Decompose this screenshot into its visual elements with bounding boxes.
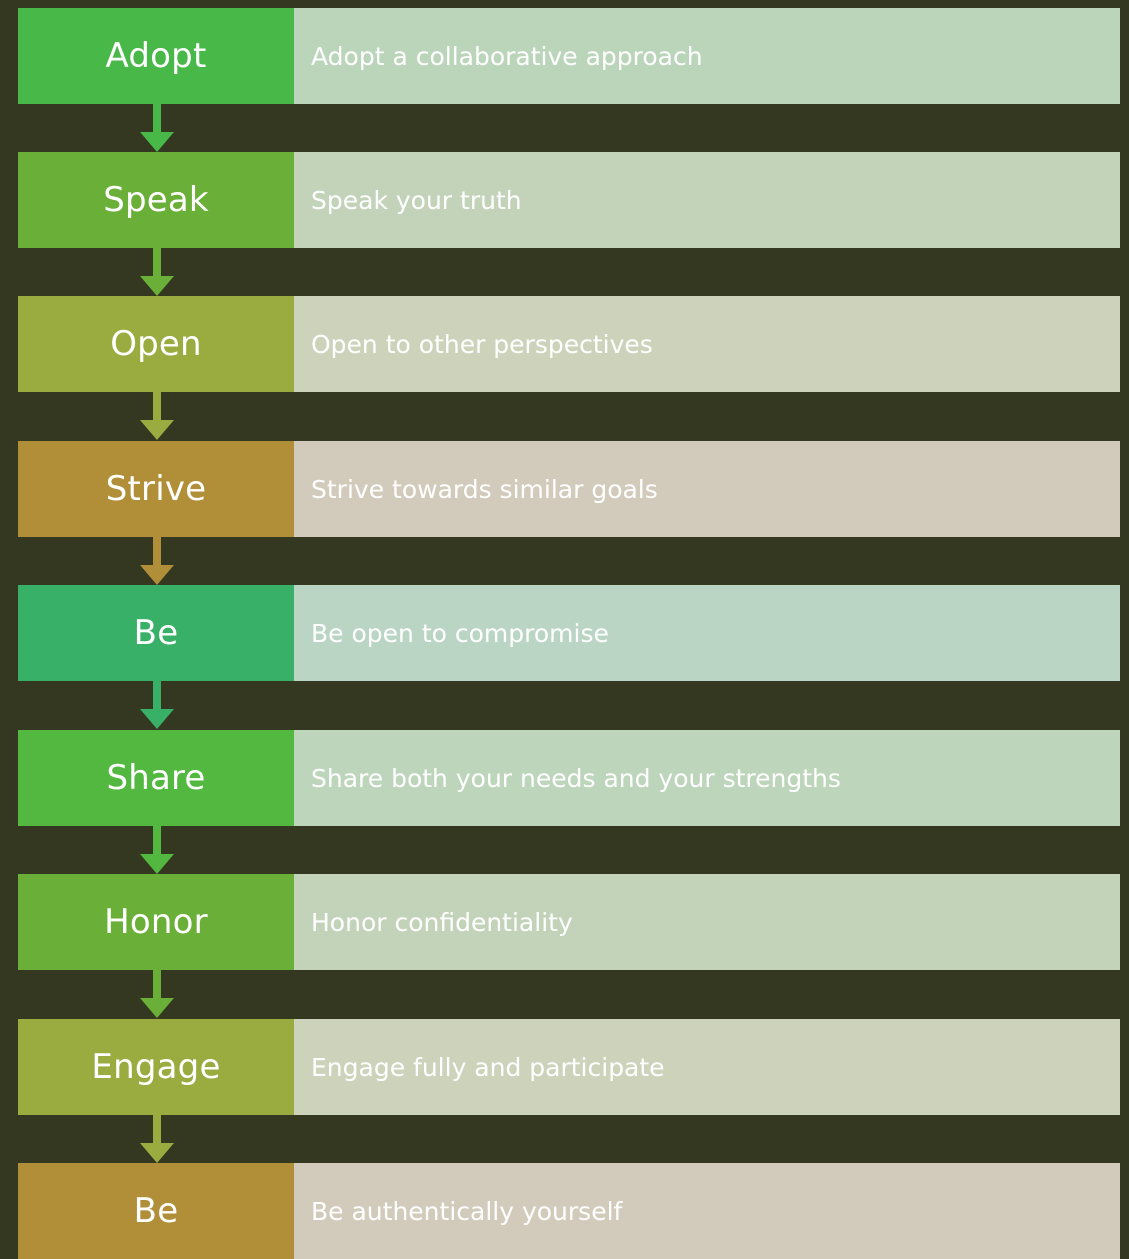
step-row	[18, 874, 1120, 970]
step-description: Honor confidentiality	[294, 874, 1120, 970]
step-row	[18, 152, 1120, 248]
step-description: Share both your needs and your strengths	[294, 730, 1120, 826]
step-row	[18, 296, 1120, 392]
step-keyword: Share	[18, 730, 294, 826]
step-row	[18, 8, 1120, 104]
down-arrow-icon	[140, 826, 174, 874]
step-description: Speak your truth	[294, 152, 1120, 248]
down-arrow-icon	[140, 681, 174, 729]
down-arrow-icon	[140, 537, 174, 585]
step-keyword: Be	[18, 585, 294, 681]
step-keyword: Honor	[18, 874, 294, 970]
down-arrow-icon	[140, 970, 174, 1018]
down-arrow-icon	[140, 248, 174, 296]
step-row	[18, 1163, 1120, 1259]
step-row	[18, 730, 1120, 826]
down-arrow-icon	[140, 104, 174, 152]
down-arrow-icon	[140, 1115, 174, 1163]
step-keyword: Be	[18, 1163, 294, 1259]
step-row	[18, 441, 1120, 537]
step-keyword: Open	[18, 296, 294, 392]
step-keyword: Engage	[18, 1019, 294, 1115]
down-arrow-icon	[140, 392, 174, 440]
step-keyword: Adopt	[18, 8, 294, 104]
step-description: Open to other perspectives	[294, 296, 1120, 392]
step-description: Engage fully and participate	[294, 1019, 1120, 1115]
step-row	[18, 1019, 1120, 1115]
step-description: Adopt a collaborative approach	[294, 8, 1120, 104]
step-description: Be open to compromise	[294, 585, 1120, 681]
step-row	[18, 585, 1120, 681]
step-keyword: Strive	[18, 441, 294, 537]
step-keyword: Speak	[18, 152, 294, 248]
step-description: Be authentically yourself	[294, 1163, 1120, 1259]
step-description: Strive towards similar goals	[294, 441, 1120, 537]
